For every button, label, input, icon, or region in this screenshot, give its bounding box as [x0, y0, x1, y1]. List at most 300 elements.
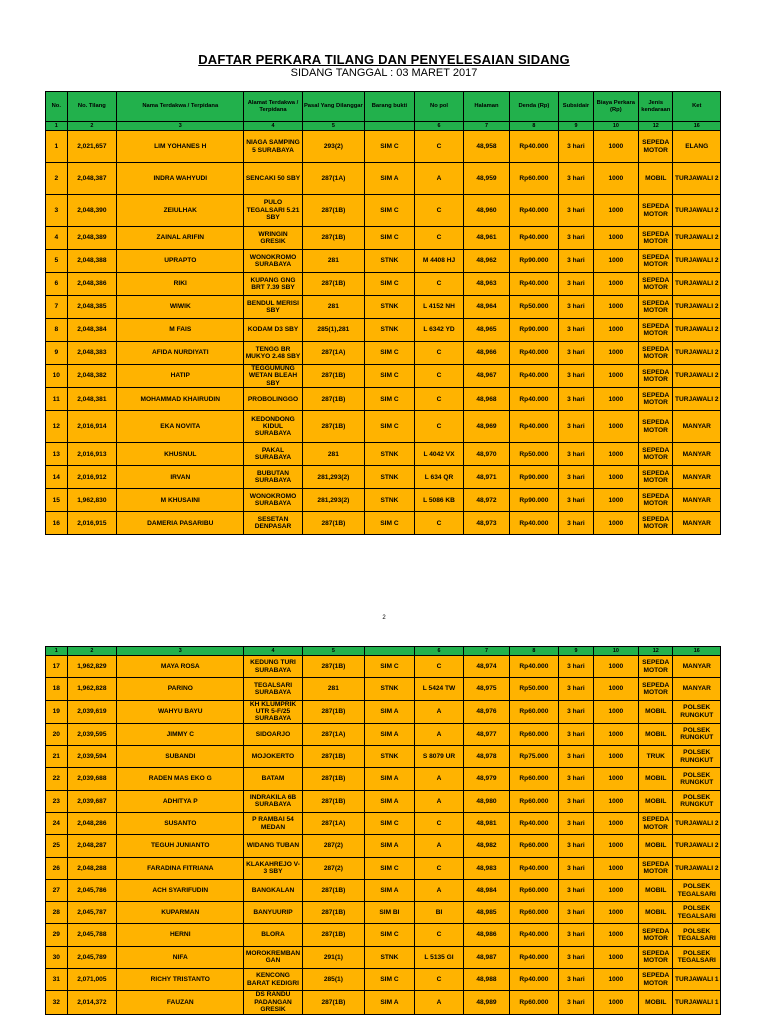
page: 48,977 — [464, 723, 509, 745]
court-fee: 1000 — [593, 656, 638, 678]
defendant-name: RIKI — [117, 273, 244, 296]
violated-article: 287(1B) — [302, 411, 365, 443]
evidence: SIM A — [365, 790, 415, 812]
court-fee: 1000 — [593, 195, 638, 227]
column-number-cell: 1 — [46, 122, 68, 131]
remarks: TURJAWALI 2 — [673, 163, 721, 195]
violated-article: 281,293(2) — [302, 489, 365, 512]
ticket-number: 2,048,389 — [67, 227, 117, 250]
defendant-address: WIDANG TUBAN — [244, 835, 302, 857]
table-row — [46, 466, 721, 489]
ticket-number: 2,016,912 — [67, 466, 117, 489]
plate-number: M 4408 HJ — [414, 250, 464, 273]
vehicle-type: MOBIL — [638, 700, 673, 723]
column-number-cell — [365, 647, 415, 656]
ticket-number: 2,045,787 — [67, 902, 117, 924]
remarks: POLSEK RUNGKUT — [673, 700, 721, 723]
subsidiary: 3 hari — [559, 195, 594, 227]
subsidiary: 3 hari — [559, 273, 594, 296]
plate-number: C — [414, 813, 464, 835]
evidence: STNK — [365, 489, 415, 512]
remarks: TURJAWALI 2 — [673, 195, 721, 227]
column-number-cell: 8 — [509, 647, 559, 656]
table-row — [46, 746, 721, 768]
defendant-name: M KHUSAINI — [117, 489, 244, 512]
subsidiary: 3 hari — [559, 131, 594, 163]
defendant-name: NIFA — [117, 946, 244, 968]
row-number: 26 — [46, 857, 68, 879]
table-row — [46, 768, 721, 790]
violated-article: 287(1B) — [302, 227, 365, 250]
page: 48,964 — [464, 296, 509, 319]
plate-number: A — [414, 879, 464, 901]
violated-article: 287(2) — [302, 835, 365, 857]
page: 48,979 — [464, 768, 509, 790]
court-fee: 1000 — [593, 250, 638, 273]
table-row — [46, 879, 721, 901]
remarks: TURJAWALI 2 — [673, 365, 721, 388]
violated-article: 281,293(2) — [302, 466, 365, 489]
ticket-number: 2,039,688 — [67, 768, 117, 790]
fine-amount: Rp60.000 — [509, 723, 559, 745]
table-row — [46, 857, 721, 879]
defendant-address: SESETAN DENPASAR — [244, 512, 302, 535]
vehicle-type: MOBIL — [638, 879, 673, 901]
violated-article: 287(1B) — [302, 768, 365, 790]
table-row — [46, 678, 721, 700]
row-number: 3 — [46, 195, 68, 227]
subsidiary: 3 hari — [559, 411, 594, 443]
defendant-address: KEDONDONG KIDUL SURABAYA — [244, 411, 302, 443]
row-number: 16 — [46, 512, 68, 535]
vehicle-type: MOBIL — [638, 991, 673, 1014]
defendant-name: M FAIS — [117, 319, 244, 342]
evidence: STNK — [365, 466, 415, 489]
plate-number: C — [414, 857, 464, 879]
subsidiary: 3 hari — [559, 466, 594, 489]
column-number-cell: 3 — [117, 122, 244, 131]
defendant-address: MOROKREMBAN GAN — [244, 946, 302, 968]
evidence: SIM C — [365, 924, 415, 946]
header-cell: Alamat Terdakwa / Terpidana — [244, 92, 302, 122]
court-fee: 1000 — [593, 512, 638, 535]
page: 48,970 — [464, 443, 509, 466]
fine-amount: Rp40.000 — [509, 813, 559, 835]
row-number: 22 — [46, 768, 68, 790]
remarks: TURJAWALI 1 — [673, 969, 721, 991]
fine-amount: Rp60.000 — [509, 835, 559, 857]
vehicle-type: MOBIL — [638, 835, 673, 857]
plate-number: C — [414, 227, 464, 250]
vehicle-type: SEPEDA MOTOR — [638, 365, 673, 388]
defendant-address: PULO TEGALSARI 5.21 SBY — [244, 195, 302, 227]
header-cell: Nama Terdakwa / Terpidana — [117, 92, 244, 122]
ticket-number: 2,048,385 — [67, 296, 117, 319]
column-number-cell: 6 — [414, 647, 464, 656]
table-row — [46, 250, 721, 273]
ticket-number: 2,045,788 — [67, 924, 117, 946]
defendant-address: MOJOKERTO — [244, 746, 302, 768]
defendant-address: TEGALSARI SURABAYA — [244, 678, 302, 700]
court-fee: 1000 — [593, 489, 638, 512]
plate-number: C — [414, 365, 464, 388]
plate-number: C — [414, 388, 464, 411]
ticket-number: 2,039,687 — [67, 790, 117, 812]
header-row — [46, 92, 721, 122]
page: 48,960 — [464, 195, 509, 227]
fine-amount: Rp75.000 — [509, 746, 559, 768]
defendant-address: DS RANDU PADANGAN GRESIK — [244, 991, 302, 1014]
plate-number: L 5135 GI — [414, 946, 464, 968]
evidence: SIM C — [365, 342, 415, 365]
header-cell: Biaya Perkara (Rp) — [593, 92, 638, 122]
defendant-name: IRVAN — [117, 466, 244, 489]
court-fee: 1000 — [593, 835, 638, 857]
violated-article: 293(2) — [302, 131, 365, 163]
column-number-cell: 4 — [244, 647, 302, 656]
column-number-cell: 2 — [67, 647, 117, 656]
violated-article: 287(1A) — [302, 342, 365, 365]
defendant-address: WONOKROMO SURABAYA — [244, 250, 302, 273]
fine-amount: Rp40.000 — [509, 342, 559, 365]
ticket-number: 2,048,383 — [67, 342, 117, 365]
defendant-name: JIMMY C — [117, 723, 244, 745]
court-fee: 1000 — [593, 678, 638, 700]
violated-article: 281 — [302, 678, 365, 700]
defendant-address: KEDUNG TURI SURABAYA — [244, 656, 302, 678]
subsidiary: 3 hari — [559, 768, 594, 790]
evidence: SIM C — [365, 857, 415, 879]
remarks: POLSEK RUNGKUT — [673, 723, 721, 745]
defendant-name: SUBANDI — [117, 746, 244, 768]
column-number-cell: 5 — [302, 122, 365, 131]
remarks: TURJAWALI 2 — [673, 857, 721, 879]
defendant-name: WAHYU BAYU — [117, 700, 244, 723]
row-number: 15 — [46, 489, 68, 512]
defendant-name: INDRA WAHYUDI — [117, 163, 244, 195]
vehicle-type: SEPEDA MOTOR — [638, 512, 673, 535]
ticket-number: 1,962,830 — [67, 489, 117, 512]
fine-amount: Rp60.000 — [509, 902, 559, 924]
court-fee: 1000 — [593, 227, 638, 250]
defendant-name: MAYA ROSA — [117, 656, 244, 678]
column-number-cell: 3 — [117, 647, 244, 656]
table-row — [46, 946, 721, 968]
defendant-name: ZAINAL ARIFIN — [117, 227, 244, 250]
evidence: SIM A — [365, 768, 415, 790]
defendant-name: ACH SYARIFUDIN — [117, 879, 244, 901]
defendant-name: LIM YOHANES H — [117, 131, 244, 163]
vehicle-type: SEPEDA MOTOR — [638, 319, 673, 342]
evidence: SIM C — [365, 227, 415, 250]
subsidiary: 3 hari — [559, 924, 594, 946]
ticket-number: 2,048,387 — [67, 163, 117, 195]
ticket-number: 2,048,288 — [67, 857, 117, 879]
row-number: 14 — [46, 466, 68, 489]
court-fee: 1000 — [593, 746, 638, 768]
plate-number: A — [414, 700, 464, 723]
remarks: MANYAR — [673, 466, 721, 489]
defendant-name: MOHAMMAD KHAIRUDIN — [117, 388, 244, 411]
court-fee: 1000 — [593, 969, 638, 991]
court-fee: 1000 — [593, 319, 638, 342]
remarks: POLSEK RUNGKUT — [673, 746, 721, 768]
fine-amount: Rp50.000 — [509, 443, 559, 466]
remarks: MANYAR — [673, 678, 721, 700]
ticket-number: 2,039,595 — [67, 723, 117, 745]
defendant-name: UPRAPTO — [117, 250, 244, 273]
defendant-address: NIAGA SAMPING 5 SURABAYA — [244, 131, 302, 163]
header-cell: Pasal Yang Dilanggar — [302, 92, 365, 122]
page: 48,981 — [464, 813, 509, 835]
plate-number: A — [414, 835, 464, 857]
subsidiary: 3 hari — [559, 250, 594, 273]
column-number-cell: 10 — [593, 647, 638, 656]
violated-article: 281 — [302, 250, 365, 273]
vehicle-type: TRUK — [638, 746, 673, 768]
page: 48,967 — [464, 365, 509, 388]
case-table-page-2 — [45, 646, 721, 1015]
violated-article: 281 — [302, 296, 365, 319]
page: 48,975 — [464, 678, 509, 700]
column-number-cell: 12 — [638, 647, 673, 656]
ticket-number: 1,962,829 — [67, 656, 117, 678]
defendant-name: FAUZAN — [117, 991, 244, 1014]
fine-amount: Rp40.000 — [509, 924, 559, 946]
subsidiary: 3 hari — [559, 879, 594, 901]
page: 48,974 — [464, 656, 509, 678]
column-number-cell: 4 — [244, 122, 302, 131]
defendant-address: WONOKROMO SURABAYA — [244, 489, 302, 512]
page: 48,966 — [464, 342, 509, 365]
fine-amount: Rp40.000 — [509, 857, 559, 879]
court-fee: 1000 — [593, 411, 638, 443]
table-row — [46, 388, 721, 411]
remarks: TURJAWALI 2 — [673, 319, 721, 342]
document-subtitle: SIDANG TANGGAL : 03 MARET 2017 — [290, 67, 478, 79]
evidence: SIM C — [365, 512, 415, 535]
column-number-cell: 12 — [638, 122, 673, 131]
table-row — [46, 342, 721, 365]
fine-amount: Rp40.000 — [509, 365, 559, 388]
table-row — [46, 296, 721, 319]
plate-number: C — [414, 131, 464, 163]
defendant-address: BANGKALAN — [244, 879, 302, 901]
plate-number: C — [414, 195, 464, 227]
ticket-number: 2,048,381 — [67, 388, 117, 411]
ticket-number: 2,014,372 — [67, 991, 117, 1014]
subsidiary: 3 hari — [559, 946, 594, 968]
page: 48,963 — [464, 273, 509, 296]
violated-article: 287(1B) — [302, 656, 365, 678]
vehicle-type: SEPEDA MOTOR — [638, 946, 673, 968]
evidence: SIM C — [365, 195, 415, 227]
subsidiary: 3 hari — [559, 296, 594, 319]
row-number: 17 — [46, 656, 68, 678]
defendant-name: WIWIK — [117, 296, 244, 319]
violated-article: 291(1) — [302, 946, 365, 968]
defendant-name: TEGUH JUNIANTO — [117, 835, 244, 857]
ticket-number: 2,016,915 — [67, 512, 117, 535]
evidence: SIM BI — [365, 902, 415, 924]
table-row — [46, 411, 721, 443]
subsidiary: 3 hari — [559, 813, 594, 835]
defendant-name: HERNI — [117, 924, 244, 946]
violated-article: 287(1B) — [302, 746, 365, 768]
defendant-name: FARADINA FITRIANA — [117, 857, 244, 879]
court-fee: 1000 — [593, 342, 638, 365]
row-number: 30 — [46, 946, 68, 968]
defendant-address: KH KLUMPRIK UTR 5-F/25 SURABAYA — [244, 700, 302, 723]
table-row — [46, 273, 721, 296]
vehicle-type: SEPEDA MOTOR — [638, 195, 673, 227]
page: 48,988 — [464, 969, 509, 991]
page: 48,982 — [464, 835, 509, 857]
plate-number: A — [414, 768, 464, 790]
page: 48,987 — [464, 946, 509, 968]
row-number: 12 — [46, 411, 68, 443]
court-fee: 1000 — [593, 879, 638, 901]
page: 48,986 — [464, 924, 509, 946]
table-row — [46, 924, 721, 946]
vehicle-type: SEPEDA MOTOR — [638, 411, 673, 443]
remarks: TURJAWALI 2 — [673, 227, 721, 250]
fine-amount: Rp50.000 — [509, 678, 559, 700]
defendant-name: HATIP — [117, 365, 244, 388]
vehicle-type: SEPEDA MOTOR — [638, 342, 673, 365]
evidence: SIM C — [365, 969, 415, 991]
column-number-cell: 7 — [464, 122, 509, 131]
subsidiary: 3 hari — [559, 969, 594, 991]
page: 48,971 — [464, 466, 509, 489]
vehicle-type: SEPEDA MOTOR — [638, 813, 673, 835]
court-fee: 1000 — [593, 723, 638, 745]
evidence: STNK — [365, 443, 415, 466]
subsidiary: 3 hari — [559, 857, 594, 879]
row-number: 29 — [46, 924, 68, 946]
table-row — [46, 969, 721, 991]
ticket-number: 2,048,386 — [67, 273, 117, 296]
fine-amount: Rp60.000 — [509, 163, 559, 195]
defendant-address: SENCAKI 50 SBY — [244, 163, 302, 195]
column-number-cell: 9 — [559, 122, 594, 131]
subsidiary: 3 hari — [559, 902, 594, 924]
ticket-number: 2,048,388 — [67, 250, 117, 273]
defendant-address: KLAKAHREJO V-3 SBY — [244, 857, 302, 879]
vehicle-type: SEPEDA MOTOR — [638, 656, 673, 678]
vehicle-type: MOBIL — [638, 163, 673, 195]
page: 48,973 — [464, 512, 509, 535]
plate-number: A — [414, 723, 464, 745]
remarks: TURJAWALI 2 — [673, 813, 721, 835]
evidence: STNK — [365, 678, 415, 700]
violated-article: 287(1B) — [302, 991, 365, 1014]
defendant-name: KHUSNUL — [117, 443, 244, 466]
remarks: TURJAWALI 2 — [673, 250, 721, 273]
column-number-cell: 1 — [46, 647, 68, 656]
table-row — [46, 512, 721, 535]
violated-article: 281 — [302, 443, 365, 466]
plate-number: L 4152 NH — [414, 296, 464, 319]
remarks: POLSEK TEGALSARI — [673, 946, 721, 968]
page: 48,976 — [464, 700, 509, 723]
row-number: 2 — [46, 163, 68, 195]
fine-amount: Rp60.000 — [509, 700, 559, 723]
table-row — [46, 991, 721, 1014]
vehicle-type: SEPEDA MOTOR — [638, 466, 673, 489]
table-row — [46, 813, 721, 835]
ticket-number: 2,048,286 — [67, 813, 117, 835]
header-cell: Halaman — [464, 92, 509, 122]
vehicle-type: MOBIL — [638, 790, 673, 812]
violated-article: 287(1B) — [302, 879, 365, 901]
court-fee: 1000 — [593, 700, 638, 723]
ticket-number: 1,962,828 — [67, 678, 117, 700]
remarks: MANYAR — [673, 512, 721, 535]
fine-amount: Rp40.000 — [509, 946, 559, 968]
column-number-cell: 16 — [673, 122, 721, 131]
subsidiary: 3 hari — [559, 163, 594, 195]
page: 48,968 — [464, 388, 509, 411]
plate-number: C — [414, 512, 464, 535]
defendant-name: RADEN MAS EKO G — [117, 768, 244, 790]
subsidiary: 3 hari — [559, 723, 594, 745]
evidence: SIM C — [365, 656, 415, 678]
remarks: TURJAWALI 2 — [673, 342, 721, 365]
row-number: 11 — [46, 388, 68, 411]
column-number-row — [46, 647, 721, 656]
column-number-cell: 6 — [414, 122, 464, 131]
subsidiary: 3 hari — [559, 489, 594, 512]
header-cell: No pol — [414, 92, 464, 122]
table-row — [46, 489, 721, 512]
court-fee: 1000 — [593, 273, 638, 296]
fine-amount: Rp40.000 — [509, 512, 559, 535]
plate-number: L 634 QR — [414, 466, 464, 489]
subsidiary: 3 hari — [559, 443, 594, 466]
page: 48,969 — [464, 411, 509, 443]
row-number: 4 — [46, 227, 68, 250]
evidence: STNK — [365, 946, 415, 968]
plate-number: S 8079 UR — [414, 746, 464, 768]
court-fee: 1000 — [593, 946, 638, 968]
fine-amount: Rp40.000 — [509, 411, 559, 443]
evidence: SIM A — [365, 163, 415, 195]
fine-amount: Rp40.000 — [509, 273, 559, 296]
remarks: POLSEK RUNGKUT — [673, 768, 721, 790]
defendant-address: PAKAL SURABAYA — [244, 443, 302, 466]
table-row — [46, 227, 721, 250]
subsidiary: 3 hari — [559, 512, 594, 535]
violated-article: 287(1B) — [302, 388, 365, 411]
row-number: 9 — [46, 342, 68, 365]
remarks: TURJAWALI 2 — [673, 388, 721, 411]
table-row — [46, 700, 721, 723]
page: 48,978 — [464, 746, 509, 768]
page: 48,962 — [464, 250, 509, 273]
row-number: 5 — [46, 250, 68, 273]
vehicle-type: SEPEDA MOTOR — [638, 273, 673, 296]
evidence: SIM A — [365, 835, 415, 857]
row-number: 28 — [46, 902, 68, 924]
fine-amount: Rp40.000 — [509, 227, 559, 250]
row-number: 6 — [46, 273, 68, 296]
page: 48,983 — [464, 857, 509, 879]
violated-article: 287(1B) — [302, 512, 365, 535]
subsidiary: 3 hari — [559, 227, 594, 250]
court-fee: 1000 — [593, 902, 638, 924]
row-number: 19 — [46, 700, 68, 723]
